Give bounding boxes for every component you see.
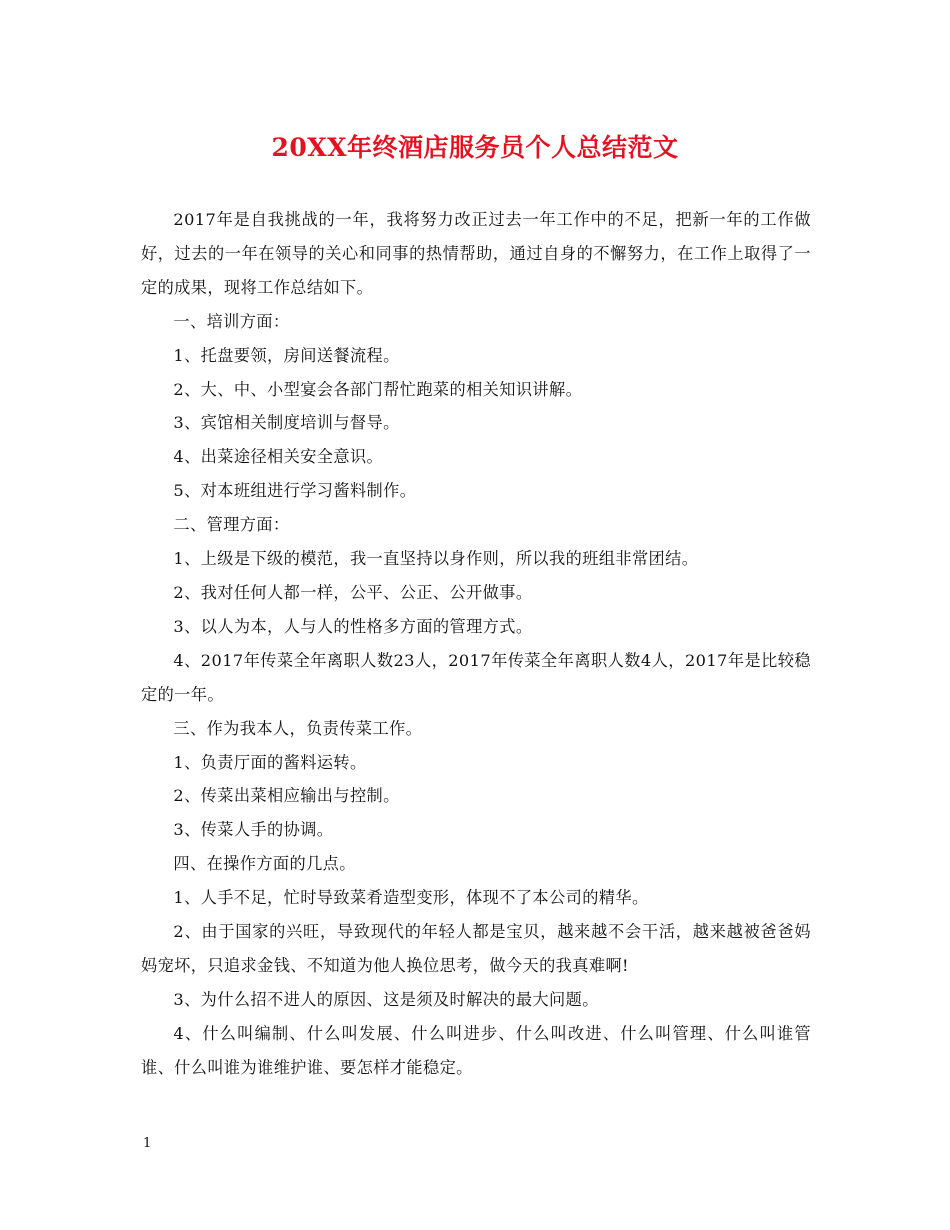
list-item: 2、大、中、小型宴会各部门帮忙跑菜的相关知识讲解。	[173, 379, 583, 399]
list-item: 2、由于国家的兴旺，导致现代的年轻人都是宝贝，越来越不会干活，越来越被爸爸妈妈宠坏，只追求金钱、不知道为他人换位思考，做今天的我真难啊!	[141, 922, 811, 975]
list-item: 2、传菜出菜相应输出与控制。	[173, 786, 400, 806]
list-item: 1、人手不足，忙时导致菜肴造型变形，体现不了本公司的精华。	[173, 888, 649, 908]
list-item: 1、上级是下级的模范，我一直坚持以身作则，所以我的班组非常团结。	[173, 549, 699, 569]
list-item: 5、对本班组进行学习酱料制作。	[173, 481, 417, 501]
list-item: 1、托盘要领，房间送餐流程。	[173, 345, 400, 365]
list-item: 3、以人为本，人与人的性格多方面的管理方式。	[173, 616, 533, 636]
page-number: 1	[143, 1136, 152, 1151]
list-item: 4、什么叫编制、什么叫发展、什么叫进步、什么叫改进、什么叫管理、什么叫谁管谁、什么叫谁为谁维护谁、要怎样才能稳定。	[141, 1023, 811, 1077]
section-heading-management: 二、管理方面：	[173, 515, 290, 535]
section-heading-personal: 三、作为我本人，负责传菜工作。	[173, 718, 423, 738]
document-title: 20XX年终酒店服务员个人总结范文	[271, 133, 679, 162]
list-item: 3、为什么招不进人的原因、这是须及时解决的最大问题。	[173, 989, 599, 1009]
paragraph-intro: 2017年是自我挑战的一年，我将努力改正过去一年工作中的不足，把新一年的工作做好，过去的一年在领导的关心和同事的热情帮助，通过自身的不懈努力，在工作上取得了一定的成果，现将工作总结如下。	[141, 210, 811, 297]
section-heading-operations: 四、在操作方面的几点。	[173, 854, 356, 874]
document-body	[141, 203, 811, 1085]
list-item: 1、负责厅面的酱料运转。	[173, 752, 367, 772]
list-item: 4、2017年传菜全年离职人数23人，2017年传菜全年离职人数4人，2017年是比较稳定的一年。	[141, 650, 811, 704]
section-heading-training: 一、培训方面：	[173, 311, 290, 331]
list-item: 4、出菜途径相关安全意识。	[173, 447, 384, 467]
list-item: 3、传菜人手的协调。	[173, 820, 334, 840]
list-item: 2、我对任何人都一样，公平、公正、公开做事。	[173, 582, 533, 602]
list-item: 3、宾馆相关制度培训与督导。	[173, 413, 400, 433]
